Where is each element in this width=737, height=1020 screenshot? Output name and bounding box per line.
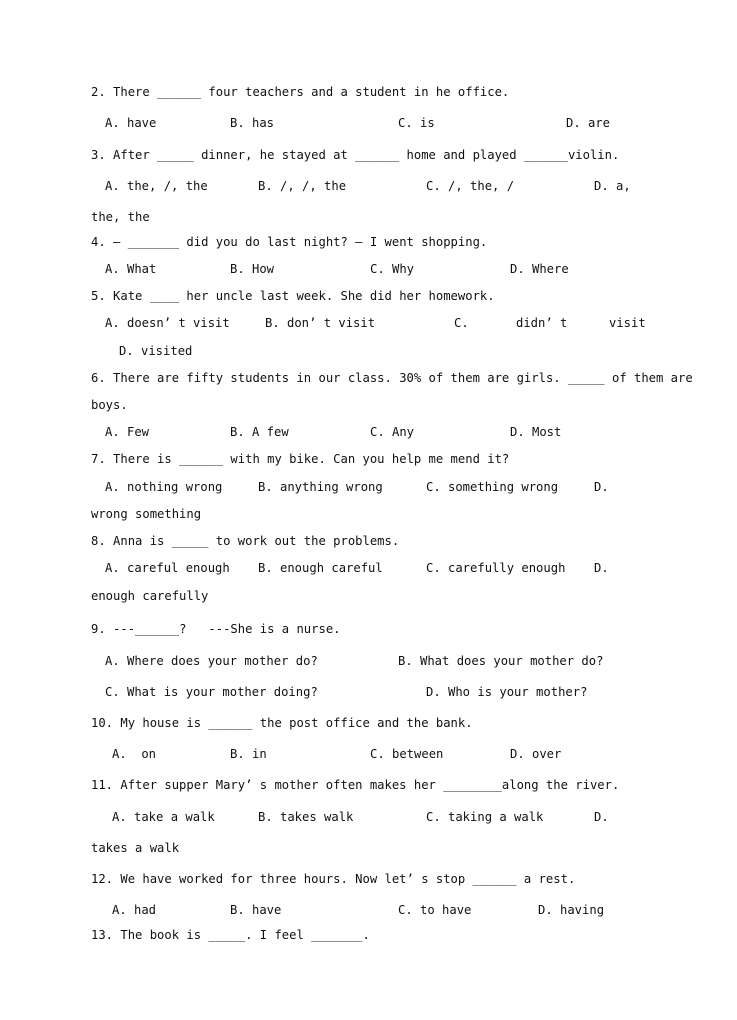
option-11b: B. takes walk [258, 810, 354, 824]
option-7d: D. [594, 480, 609, 494]
question-number: 2. [91, 85, 106, 99]
question-number: 7. [91, 452, 106, 466]
question-stem: We have worked for three hours. Now let’ s stop ______ a rest. [120, 872, 576, 886]
question-8 [91, 533, 399, 549]
option-8b: B. enough careful [258, 561, 383, 575]
question-4 [91, 234, 487, 250]
option-5c-word1: didn’ t [516, 316, 568, 330]
question-number: 5. [91, 289, 106, 303]
option-11d: D. [594, 810, 609, 824]
option-2a: A. have [105, 116, 157, 130]
option-3c: C. /, the, / [426, 179, 515, 193]
option-2d: D. are [566, 116, 611, 130]
option-4c: C. Why [370, 262, 415, 276]
question-number: 4. [91, 235, 106, 249]
option-9b: B. What does your mother do? [398, 654, 604, 668]
option-2c: C. is [398, 116, 435, 130]
question-13 [91, 927, 370, 943]
option-12b: B. have [230, 903, 282, 917]
option-7a: A. nothing wrong [105, 480, 223, 494]
option-10b: B. in [230, 747, 267, 761]
option-12d: D. having [538, 903, 605, 917]
option-3b: B. /, /, the [258, 179, 347, 193]
question-2 [91, 84, 509, 100]
question-3 [91, 147, 619, 163]
option-7d-continued: wrong something [91, 507, 202, 521]
option-3d: D. a, [594, 179, 631, 193]
question-number: 11. [91, 778, 114, 792]
option-5c-word2: visit [609, 316, 646, 330]
question-12 [91, 871, 575, 887]
question-stem: The book is _____. I feel _______. [120, 928, 370, 942]
option-7c: C. something wrong [426, 480, 559, 494]
option-10a: A. on [112, 747, 157, 761]
question-number: 13. [91, 928, 114, 942]
question-10 [91, 715, 473, 731]
option-10c: C. between [370, 747, 444, 761]
option-4a: A. What [105, 262, 157, 276]
question-stem: There are fifty students in our class. 30% of them are girls. _____ of them are [113, 371, 693, 385]
question-11 [91, 777, 619, 793]
option-5a: A. doesn’ t visit [105, 316, 230, 330]
question-9 [91, 621, 341, 637]
option-7b: B. anything wrong [258, 480, 383, 494]
option-5c-letter: C. [454, 316, 469, 330]
question-5 [91, 288, 495, 304]
option-2b: B. has [230, 116, 275, 130]
option-5b: B. don’ t visit [265, 316, 376, 330]
question-number: 12. [91, 872, 114, 886]
option-9c: C. What is your mother doing? [105, 685, 318, 699]
option-10d: D. over [510, 747, 562, 761]
option-3d-continued: the, the [91, 210, 150, 224]
option-8c: C. carefully enough [426, 561, 566, 575]
option-6b: B. A few [230, 425, 289, 439]
option-3a: A. the, /, the [105, 179, 208, 193]
option-8d-continued: enough carefully [91, 589, 209, 603]
option-9d: D. Who is your mother? [426, 685, 588, 699]
option-6d: D. Most [510, 425, 562, 439]
question-7 [91, 451, 509, 467]
question-6-continued: boys. [91, 398, 128, 412]
question-stem: Kate ____ her uncle last week. She did her homework. [113, 289, 495, 303]
option-4b: B. How [230, 262, 275, 276]
question-number: 6. [91, 371, 106, 385]
question-number: 9. [91, 622, 106, 636]
option-11a: A. take a walk [112, 810, 215, 824]
option-11c: C. taking a walk [426, 810, 544, 824]
question-number: 8. [91, 534, 106, 548]
question-stem: There ______ four teachers and a student in he office. [113, 85, 510, 99]
question-stem: After supper Mary’ s mother often makes her ________along the river. [120, 778, 620, 792]
question-stem: — _______ did you do last night? — I went shopping. [113, 235, 488, 249]
question-6 [91, 370, 693, 386]
question-stem: Anna is _____ to work out the problems. [113, 534, 400, 548]
question-stem: After _____ dinner, he stayed at ______ home and played ______violin. [113, 148, 620, 162]
question-number: 3. [91, 148, 106, 162]
option-11d-continued: takes a walk [91, 841, 180, 855]
question-stem: My house is ______ the post office and the bank. [120, 716, 473, 730]
question-number: 10. [91, 716, 114, 730]
question-stem: There is ______ with my bike. Can you help me mend it? [113, 452, 510, 466]
option-12a: A. had [112, 903, 157, 917]
question-stem: ---______? ---She is a nurse. [113, 622, 341, 636]
option-5d: D. visited [119, 344, 193, 358]
option-8d: D. [594, 561, 609, 575]
option-6a: A. Few [105, 425, 150, 439]
option-4d: D. Where [510, 262, 569, 276]
option-9a: A. Where does your mother do? [105, 654, 318, 668]
option-12c: C. to have [398, 903, 472, 917]
option-6c: C. Any [370, 425, 415, 439]
option-8a: A. careful enough [105, 561, 230, 575]
